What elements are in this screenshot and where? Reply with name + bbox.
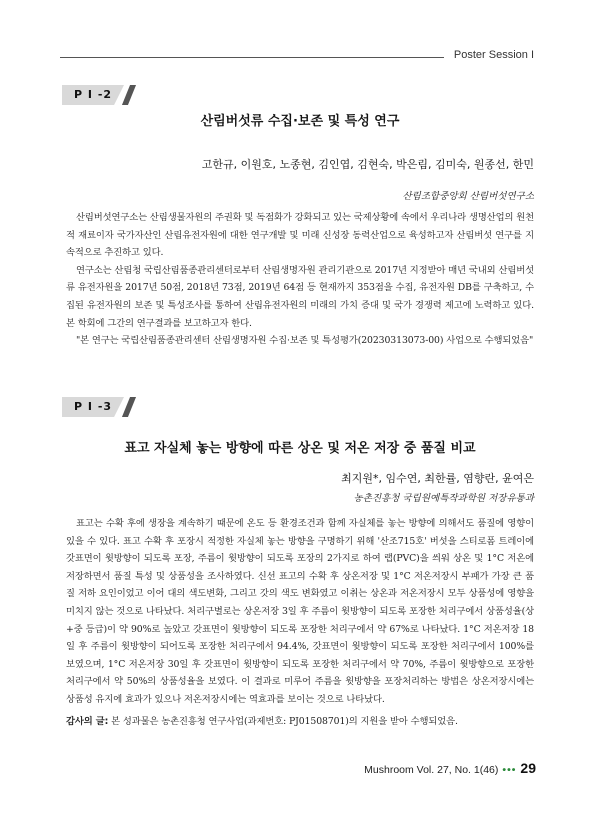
abstract-paragraph: 표고는 수확 후에 생장을 계속하기 때문에 온도 등 환경조건과 함께 자실체를 놓는 방향에 의해서도 품질에 영향이 있을 수 있다. 표고 수확 후 포장시 적정한 자실체 놓는 방향을 구명하기 위해 '산조715호' 버섯을 스티로폼 트레이에 갓표면이 윗방향이 되도록 포장, 주름이 윗방향이 되도록 포장의 2가지로 하여 랩(PVC)을 씌워 상온 및 1°C 저온에 저장하면서 품질 특성 및 상품성을 조사하였다. 신선 표고의 수확 후 상온저장 및 1°C 저온저장시 부패가 가장 큰 품질 저하 요인이었고 이어 대의 색도변화, 그리고 갓의 색도 변화였고 이취는 상온과 저온저장시 모두 상품성에 영향을 미치지 않는 것으로 나타났다. 처리구별로는 상온저장 3일 후 주름이 윗방향이 되도록 포장한 처리구에서 상품성율(상+중 등급)이 약 90%로 높았고 갓표면이 윗방향이 되도록 포장한 처리구에서 약 67%로 나타났다. 1°C 저온저장 18일 후 주름이 윗방향이 되어도록 포장한 처리구에서 94.4%, 갓표면이 윗방향이 되도록 포장한 처리구에서 100%를 보였으며, 1°C 저온저장 30일 후 갓표면이 윗방향이 되도록 포장한 처리구에서 약 70%, 주름이 윗방향으로 포장한 처리구에서 약 50%의 상품성율을 보였다. 이 결과로 미루어 주름을 윗방향을 포장처리하는 방법은 상온저장시에는 상품성 유지에 효과가 있으나 저온저장시에는 역효과를 보이는 것으로 나타났다. (66, 518, 534, 705)
abstract-code-badge (62, 397, 124, 417)
acknowledgement-text: 본 성과물은 농촌진흥청 연구사업(과제번호: PJ01508701)의 지원을 받아 수행되었음. (111, 715, 458, 727)
abstract-affiliation: 농촌진흥청 국립원예특작과학원 저장유통과 (353, 493, 534, 504)
abstract-authors: 고한규, 이원호, 노종현, 김인엽, 김현숙, 박은림, 김미숙, 원종선, 한민 (201, 158, 534, 171)
footer-dots: ••• (502, 764, 517, 776)
abstract-authors: 최지원*, 임수연, 최한률, 염향란, 윤여은 (341, 472, 534, 485)
page-number: 29 (520, 760, 536, 776)
abstract-code: P I -3 (74, 400, 113, 413)
acknowledgement-label: 감사의 글: (66, 715, 109, 727)
abstract-paragraph: 산림버섯연구소는 산림생물자원의 주권화 및 독점화가 강화되고 있는 국제상황에 속에서 우리나라 생명산업의 원천적 재료이자 국가자산인 산림유전자원에 대한 연구개발 및 미래 신성장 동력산업으로 육성하고자 산림버섯 연구를 지속적으로 추진하고 있다. (66, 212, 534, 259)
page-footer (364, 760, 536, 776)
abstract-title: 산림버섯류 수집·보존 및 특성 연구 (200, 114, 400, 129)
acknowledgement (66, 713, 534, 731)
abstract-paragraph: 연구소는 산림청 국립산림품종관리센터로부터 산림생명자원 관리기관으로 2017년 지정받아 매년 국내외 산림버섯류 유전자원을 2017년 50점, 2018년 73점, 2019년 64점 등 현재까지 353점을 수집, 유전자원 DB를 구축하고, 수집된 유전자원의 보존 및 특성조사를 통하여 산림유전자원의 미래의 가치 증대 및 국가 경쟁력 제고에 노력하고 있다. 본 학회에 그간의 연구결과를 보고하고자 한다. (66, 264, 534, 329)
session-label: Poster Session I (453, 49, 534, 61)
header-rule (60, 57, 444, 58)
abstract-body (66, 209, 534, 350)
abstract-body (66, 515, 534, 730)
abstract-title: 표고 자실체 놓는 방향에 따른 상온 및 저온 저장 중 품질 비교 (124, 441, 476, 456)
abstract-paragraph: "본 연구는 국립산림품종관리센터 산림생명자원 수집·보존 및 특성평가(20230313073-00) 사업으로 수행되었음" (76, 335, 534, 347)
journal-citation: Mushroom Vol. 27, No. 1(46) (364, 764, 499, 776)
abstract-affiliation: 산림조합중앙회 산림버섯연구소 (402, 191, 534, 202)
abstract-code: P I -2 (74, 88, 113, 101)
abstract-code-badge (62, 85, 124, 105)
